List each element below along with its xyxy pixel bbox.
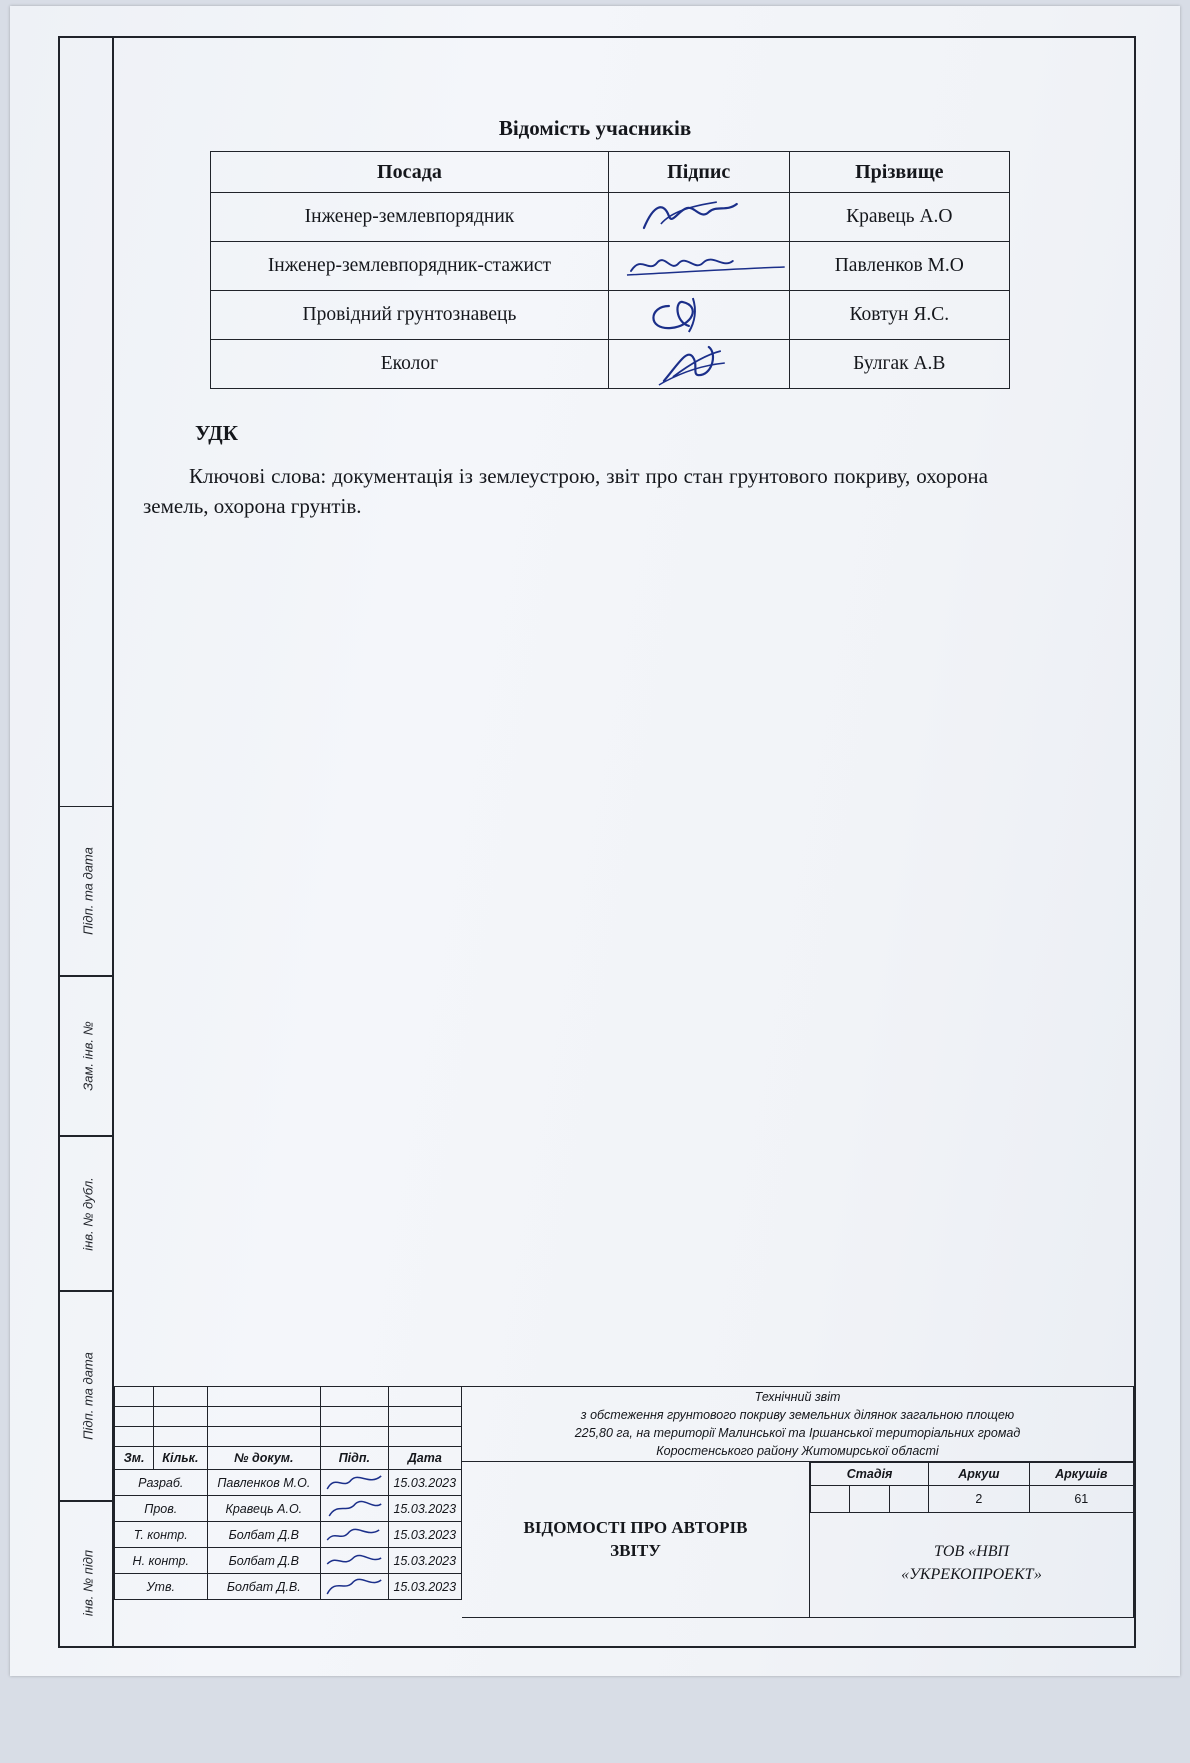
- stage-sub-cell: [811, 1486, 850, 1512]
- participants-header-row: [211, 152, 1010, 193]
- stamp-role: Пров.: [115, 1496, 208, 1522]
- stamp-signature: [321, 1548, 388, 1574]
- stage-value-row: [811, 1486, 1134, 1513]
- side-label-strip: [58, 847, 114, 1618]
- stamp-name: Павленков М.О.: [207, 1470, 321, 1496]
- sheet-number: 2: [929, 1486, 1029, 1513]
- cell-position: Інженер-землевпорядник: [211, 193, 609, 242]
- stamp-date: 15.03.2023: [388, 1496, 461, 1522]
- cell-position: Еколог: [211, 340, 609, 389]
- cell-surname: Кравець А.О: [789, 193, 1009, 242]
- organization-cell: [810, 1510, 1134, 1618]
- signature-mark-icon: [321, 1574, 387, 1599]
- revision-blank-row: [115, 1427, 462, 1447]
- stage-value-cell: [811, 1486, 929, 1513]
- signature-mark-icon: [321, 1496, 387, 1521]
- stamp-date: 15.03.2023: [388, 1548, 461, 1574]
- stage-sub-cell: [850, 1486, 889, 1512]
- stamp-signature: [321, 1496, 388, 1522]
- stamp-name: Кравець А.О.: [207, 1496, 321, 1522]
- revision-header-zm: Зм.: [115, 1447, 154, 1470]
- revision-header-doc: № докум.: [207, 1447, 321, 1470]
- revision-grid: [114, 1386, 462, 1600]
- column-header-position: Посада: [211, 152, 609, 193]
- blank-cell: [321, 1407, 388, 1427]
- revision-header-sign: Підп.: [321, 1447, 388, 1470]
- stamp-role: Т. контр.: [115, 1522, 208, 1548]
- revision-header-date: Дата: [388, 1447, 461, 1470]
- blank-cell: [115, 1427, 154, 1447]
- signature-mark-icon: [321, 1470, 387, 1495]
- blank-cell: [388, 1387, 461, 1407]
- stamp-date: 15.03.2023: [388, 1470, 461, 1496]
- blank-cell: [154, 1387, 207, 1407]
- cell-signature: [608, 193, 789, 242]
- participants-title: Відомість учасників: [498, 116, 692, 140]
- column-header-signature: Підпис: [608, 152, 789, 193]
- side-label-text: Підп. та дата: [80, 847, 96, 935]
- blank-cell: [207, 1427, 321, 1447]
- table-row: [211, 340, 1010, 389]
- blank-cell: [115, 1407, 154, 1427]
- organization-line-1: ТОВ «НВП: [933, 1543, 1010, 1561]
- cell-position: Провідний грунтознавець: [211, 291, 609, 340]
- technical-report-header: [462, 1386, 1134, 1462]
- stamp-name: Болбат Д.В.: [207, 1574, 321, 1600]
- revision-blank-row: [115, 1387, 462, 1407]
- side-block-5: [58, 1501, 114, 1663]
- sheet-title-line-2: ЗВІТУ: [610, 1540, 661, 1560]
- revision-header-row: [115, 1447, 462, 1470]
- stamp-name: Болбат Д.В: [207, 1522, 321, 1548]
- stage-sub-cell: [890, 1486, 928, 1512]
- signature-mark-icon: [609, 340, 789, 388]
- side-label-text: Зам. інв. №: [80, 1021, 96, 1091]
- cell-surname: Ковтун Я.С.: [789, 291, 1009, 340]
- blank-cell: [321, 1427, 388, 1447]
- stamp-row: [115, 1470, 462, 1496]
- blank-cell: [388, 1407, 461, 1427]
- cell-signature: [608, 291, 789, 340]
- blank-cell: [154, 1427, 207, 1447]
- stamp-role: Утв.: [115, 1574, 208, 1600]
- side-label-text: Підп. та дата: [80, 1352, 96, 1440]
- stage-header-sheets: Аркушів: [1029, 1463, 1133, 1486]
- blank-cell: [207, 1387, 321, 1407]
- revision-header-kilk: Кільк.: [154, 1447, 207, 1470]
- stamp-row: [115, 1496, 462, 1522]
- stamp-name: Болбат Д.В: [207, 1548, 321, 1574]
- title-block: [114, 1386, 1134, 1618]
- column-header-surname: Прізвище: [789, 152, 1009, 193]
- table-row: [211, 291, 1010, 340]
- stage-header-stage: Стадія: [811, 1463, 929, 1486]
- table-row: [211, 193, 1010, 242]
- side-label-text: інв. № дубл.: [80, 1176, 96, 1251]
- stamp-signature: [321, 1470, 388, 1496]
- sheet-total: 61: [1029, 1486, 1133, 1513]
- blank-cell: [321, 1387, 388, 1407]
- signature-mark-icon: [609, 193, 789, 241]
- cell-surname: Булгак А.В: [789, 340, 1009, 389]
- participants-table: [210, 151, 1010, 389]
- udk-heading: УДК: [195, 421, 238, 445]
- tech-title: Технічний звіт: [754, 1389, 841, 1404]
- blank-cell: [115, 1387, 154, 1407]
- stamp-role: Н. контр.: [115, 1548, 208, 1574]
- organization-line-2: «УКРЕКОПРОЕКТ»: [901, 1565, 1042, 1583]
- tech-line-1: з обстеження грунтового покриву земельних ділянок загальною площею: [580, 1407, 1015, 1422]
- document-page: [10, 6, 1180, 1676]
- signature-mark-icon: [609, 291, 789, 339]
- stamp-date: 15.03.2023: [388, 1522, 461, 1548]
- signature-mark-icon: [321, 1548, 387, 1573]
- stage-header-row: [811, 1463, 1134, 1486]
- blank-cell: [388, 1427, 461, 1447]
- sheet-title-line-1: ВІДОМОСТІ ПРО АВТОРІВ: [523, 1517, 748, 1537]
- stage-subdivision: [811, 1486, 928, 1512]
- revision-blank-row: [115, 1407, 462, 1427]
- signature-mark-icon: [609, 242, 789, 290]
- sheet-title: [462, 1462, 810, 1618]
- stamp-date: 15.03.2023: [388, 1574, 461, 1600]
- table-row: [211, 242, 1010, 291]
- stamp-row: [115, 1522, 462, 1548]
- signature-mark-icon: [321, 1522, 387, 1547]
- cell-surname: Павленков М.О: [789, 242, 1009, 291]
- tech-line-2: 225,80 га, на території Малинської та Іршанської територіальних громад: [574, 1426, 1021, 1440]
- blank-cell: [207, 1407, 321, 1427]
- stamp-signature: [321, 1574, 388, 1600]
- stamp-role: Разраб.: [115, 1470, 208, 1496]
- cell-signature: [608, 340, 789, 389]
- tech-line-3: Коростенського району Житомирської області: [656, 1444, 939, 1459]
- stamp-row: [115, 1574, 462, 1600]
- blank-cell: [154, 1407, 207, 1427]
- cell-signature: [608, 242, 789, 291]
- cell-position: Інженер-землевпорядник-стажист: [211, 242, 609, 291]
- side-label-text: інв. № підп: [80, 1549, 96, 1616]
- stamp-signature: [321, 1522, 388, 1548]
- stamp-row: [115, 1548, 462, 1574]
- keywords-paragraph: Ключові слова: документація із землеустрою, звіт про стан грунтового покриву, охорона земель, охорона грунтів.: [143, 464, 988, 519]
- stage-header-sheet: Аркуш: [929, 1463, 1029, 1486]
- stage-grid: [810, 1462, 1134, 1513]
